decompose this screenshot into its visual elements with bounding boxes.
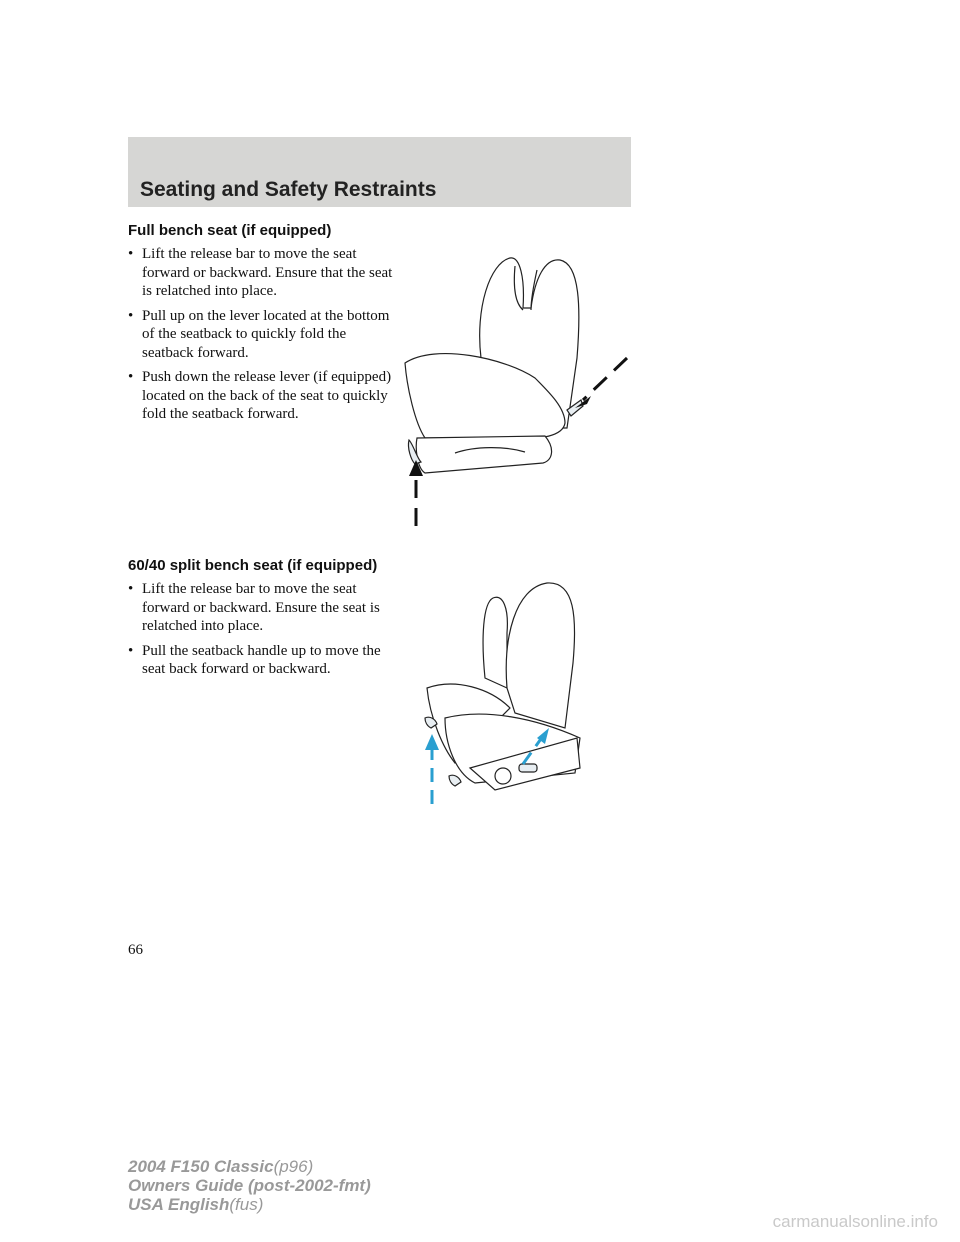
bullet-glyph: •: [128, 246, 134, 262]
bullet-text: Push down the release lever (if equipped) located on the back of the seat to quickly fold the seatback forward.: [142, 369, 392, 422]
list-item: [128, 368, 393, 424]
page-title: Seating and Safety Restraints: [140, 178, 437, 201]
bullet-glyph: •: [128, 642, 134, 659]
section-full-bench: [128, 222, 393, 430]
list-item: [128, 580, 393, 636]
footer-line-3: USA English(fus): [128, 1195, 264, 1214]
watermark: carmanualsonline.info: [772, 1212, 938, 1231]
bullet-glyph: •: [128, 369, 134, 385]
footer-line-2: Owners Guide (post-2002-fmt): [128, 1176, 371, 1195]
full-bench-seat-illustration: [395, 248, 640, 533]
bullet-list: [128, 580, 393, 679]
bullet-text: Lift the release bar to move the seat forward or backward. Ensure the seat is relatched into place.: [142, 581, 380, 634]
document-footer: [128, 1157, 371, 1214]
footer-line-1: 2004 F150 Classic(p96): [128, 1157, 314, 1176]
bullet-text: Lift the release bar to move the seat forward or backward. Ensure that the seat is relatched into place.: [142, 246, 393, 299]
list-item: [128, 307, 393, 363]
bullet-list: [128, 245, 393, 424]
split-bench-seat-illustration: [415, 578, 590, 810]
section-split-bench: [128, 557, 393, 685]
page-number: 66: [128, 942, 143, 958]
list-item: [128, 642, 393, 679]
list-item: [128, 245, 393, 301]
section-title: Full bench seat (if equipped): [128, 222, 332, 239]
bullet-glyph: •: [128, 581, 134, 597]
bullet-text: Pull up on the lever located at the bottom of the seatback to quickly fold the seatback forward.: [142, 307, 390, 361]
header-band: [128, 137, 631, 207]
bullet-glyph: •: [128, 307, 134, 324]
bullet-text: Pull the seatback handle up to move the seat back forward or backward.: [142, 642, 381, 677]
section-title: 60/40 split bench seat (if equipped): [128, 557, 378, 574]
